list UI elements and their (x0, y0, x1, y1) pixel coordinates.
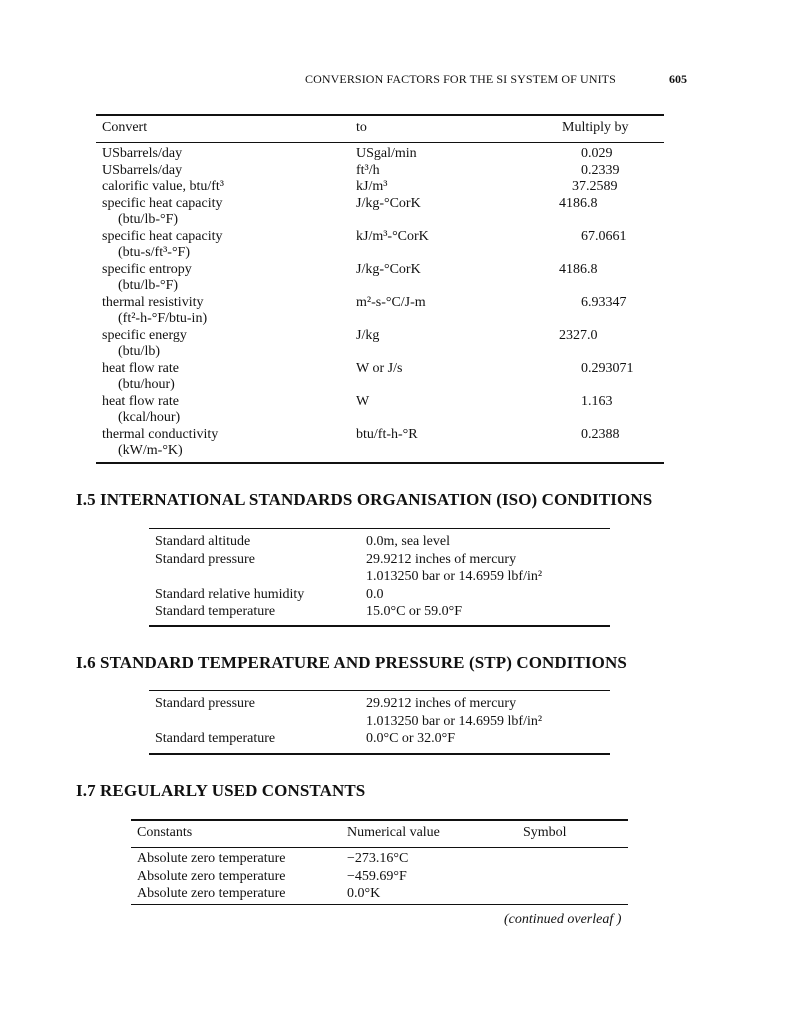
iso-row-label: Standard pressure (155, 551, 255, 567)
conversion-row-factor: 4186.8 (559, 195, 598, 211)
stp-row-label: Standard temperature (155, 731, 276, 746)
conversion-table-bottom-rule (96, 462, 664, 464)
section-title-iso: I.5 INTERNATIONAL STANDARDS ORGANISATION (ISO) CONDITIONS (76, 490, 653, 509)
conversion-row-convert-unit: (btu-s/ft³-°F) (118, 245, 191, 260)
stp-row-value: 1.013250 bar or 14.6959 lbf/in² (366, 713, 543, 729)
section-title-constants: I.7 REGULARLY USED CONSTANTS (76, 781, 366, 800)
conversion-row-to: USgal/min (356, 146, 417, 161)
iso-row-label: Standard relative humidity (155, 586, 305, 602)
iso-row-value: 15.0°C or 59.0°F (366, 604, 462, 619)
constants-row-value: −459.69°F (347, 868, 407, 884)
stp-row-value: 0.0°C or 32.0°F (366, 731, 455, 746)
iso-row-value: 1.013250 bar or 14.6959 lbf/in² (366, 569, 543, 584)
conversion-row-factor: 0.2388 (581, 426, 620, 442)
conversion-row-to: m²-s-°C/J-m (356, 294, 426, 310)
conversion-row-to: kJ/m³ (356, 179, 388, 194)
conversion-row-convert: specific heat capacity (102, 195, 223, 211)
stp-table-top-rule (149, 690, 610, 691)
conversion-row-to: W (356, 393, 370, 409)
conversion-row-convert: specific energy (102, 327, 187, 343)
conversion-row-convert-unit: (btu/lb-°F) (118, 278, 179, 293)
page-number: 605 (669, 72, 687, 86)
conversion-row-to: W or J/s (356, 360, 403, 376)
constants-table-bottom-rule (131, 904, 628, 905)
iso-table-top-rule (149, 528, 610, 529)
conversion-row-convert: USbarrels/day (102, 146, 183, 161)
constants-row-value: 0.0°K (347, 886, 381, 901)
conversion-row-factor: 1.163 (581, 393, 613, 409)
col-header-constants: Constants (137, 825, 193, 840)
iso-row-value: 29.9212 inches of mercury (366, 551, 517, 567)
conversion-row-convert: specific heat capacity (102, 228, 223, 244)
constants-row-value: −273.16°C (347, 851, 409, 866)
conversion-row-to: btu/ft-h-°R (356, 426, 418, 442)
iso-row-value: 0.0m, sea level (366, 534, 450, 549)
stp-row-value: 29.9212 inches of mercury (366, 696, 517, 711)
conversion-table-top-rule (96, 114, 664, 116)
conversion-row-factor: 0.029 (581, 146, 613, 161)
col-header-to: to (356, 120, 367, 135)
iso-row-label: Standard temperature (155, 604, 276, 619)
conversion-row-convert: specific entropy (102, 261, 192, 277)
conversion-row-to: J/kg-°CorK (356, 261, 421, 277)
conversion-row-factor: 0.293071 (581, 360, 634, 376)
col-header-convert: Convert (102, 120, 148, 135)
conversion-row-to: kJ/m³-°CorK (356, 228, 429, 244)
conversion-row-to: J/kg-°CorK (356, 195, 421, 211)
header-title: CONVERSION FACTORS FOR THE SI SYSTEM OF UNITS (305, 72, 616, 86)
conversion-table-header-rule (96, 142, 664, 143)
conversion-row-convert: USbarrels/day (102, 162, 183, 178)
col-header-numerical-value: Numerical value (347, 825, 440, 840)
conversion-row-convert-unit: (kW/m-°K) (118, 443, 183, 458)
conversion-row-convert-unit: (btu/lb) (118, 344, 160, 359)
col-header-symbol: Symbol (523, 825, 567, 840)
conversion-row-to: J/kg (356, 327, 380, 343)
conversion-row-convert: calorific value, btu/ft³ (102, 179, 224, 194)
conversion-row-factor: 0.2339 (581, 162, 620, 178)
conversion-row-convert-unit: (btu/hour) (118, 377, 175, 392)
stp-row-label: Standard pressure (155, 696, 255, 711)
conversion-row-convert: thermal resistivity (102, 294, 204, 310)
constants-table-top-rule (131, 819, 628, 821)
iso-row-value: 0.0 (366, 586, 384, 602)
conversion-row-convert: thermal conductivity (102, 426, 219, 442)
conversion-row-to: ft³/h (356, 162, 380, 178)
conversion-row-factor: 37.2589 (572, 179, 618, 194)
conversion-row-convert-unit: (btu/lb-°F) (118, 212, 179, 227)
stp-table-bottom-rule (149, 753, 610, 755)
conversion-row-factor: 2327.0 (559, 327, 598, 343)
conversion-row-factor: 6.93347 (581, 294, 627, 310)
conversion-row-convert-unit: (ft²-h-°F/btu-in) (118, 311, 208, 326)
conversion-row-factor: 4186.8 (559, 261, 598, 277)
col-header-multiply-by: Multiply by (562, 120, 629, 135)
constants-row-name: Absolute zero temperature (137, 851, 286, 866)
conversion-row-factor: 67.0661 (581, 228, 627, 244)
iso-row-label: Standard altitude (155, 534, 251, 549)
conversion-row-convert: heat flow rate (102, 393, 179, 409)
continued-note: (continued overleaf ) (504, 912, 622, 927)
constants-row-name: Absolute zero temperature (137, 886, 286, 901)
section-title-stp: I.6 STANDARD TEMPERATURE AND PRESSURE (STP) CONDITIONS (76, 653, 627, 672)
constants-row-name: Absolute zero temperature (137, 868, 286, 884)
conversion-row-convert: heat flow rate (102, 360, 179, 376)
constants-table-header-rule (131, 847, 628, 848)
running-header (0, 72, 786, 88)
iso-table-bottom-rule (149, 625, 610, 627)
conversion-row-convert-unit: (kcal/hour) (118, 410, 181, 425)
